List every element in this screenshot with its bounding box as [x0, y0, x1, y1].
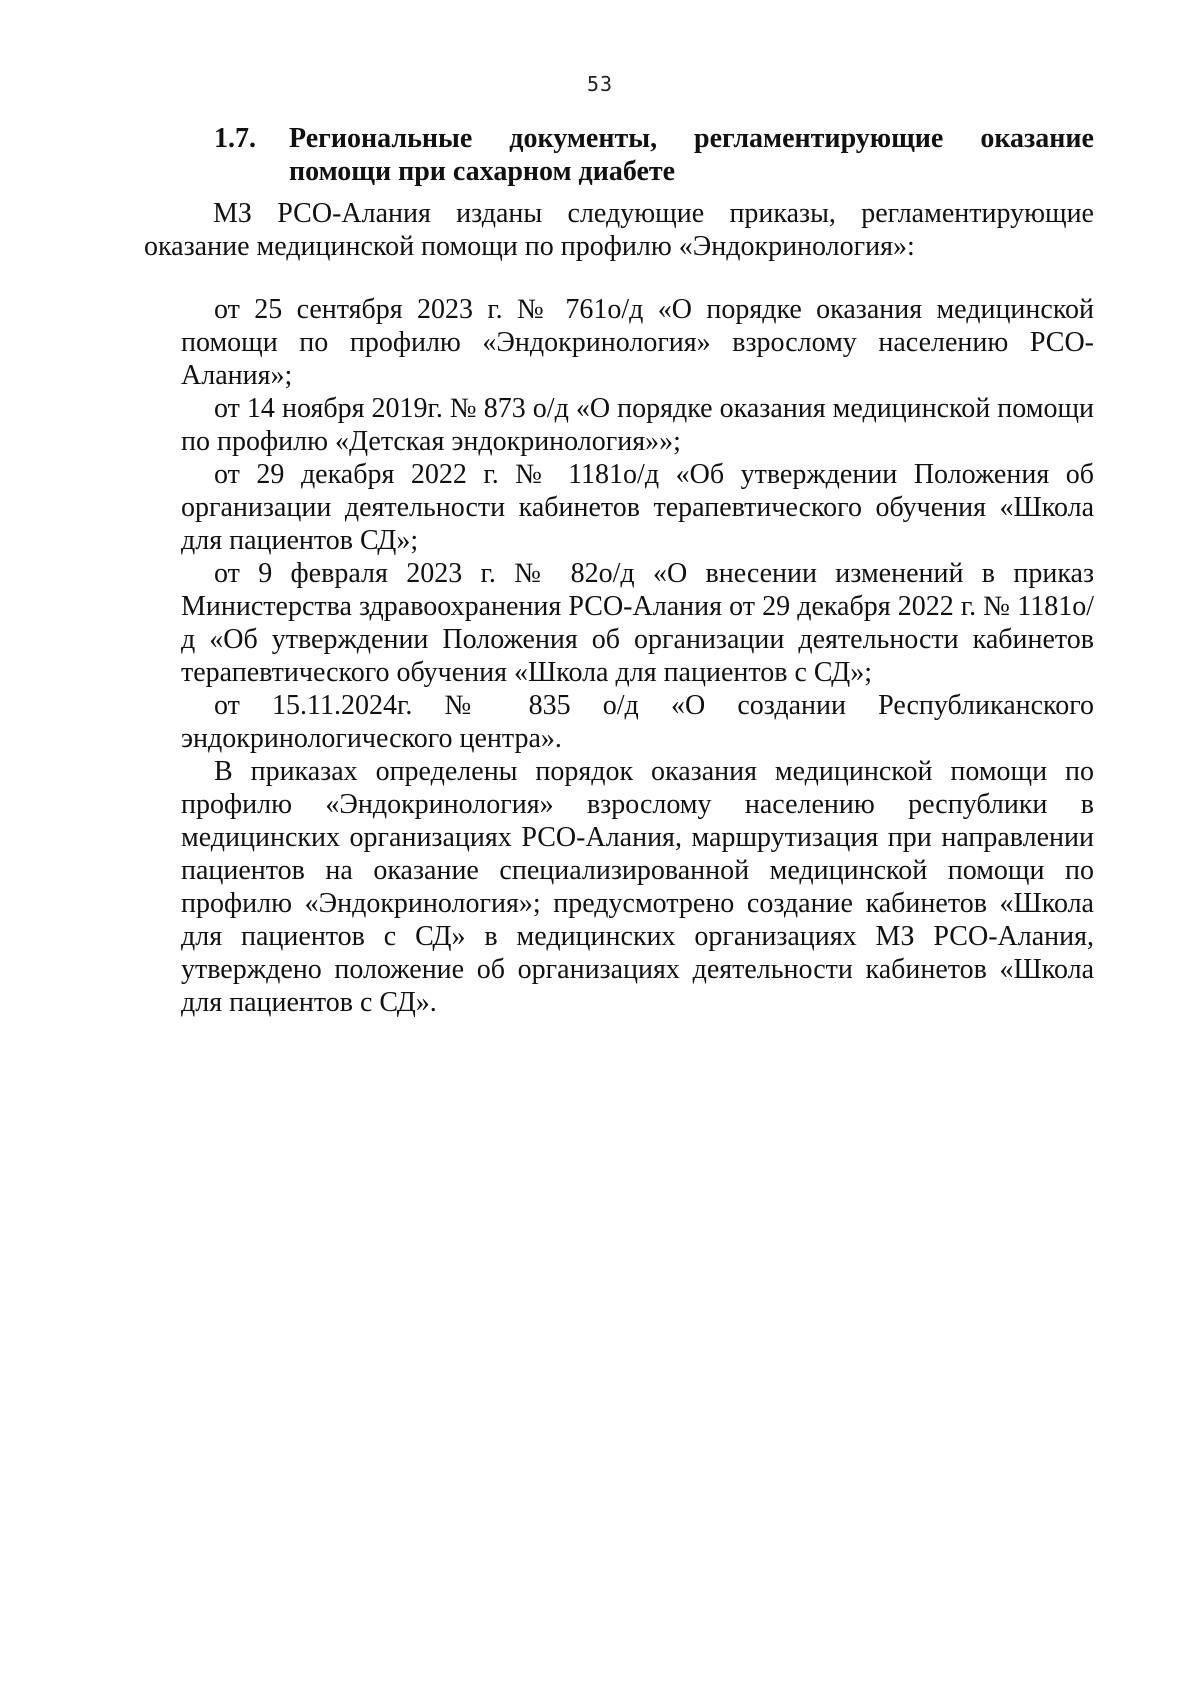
section-heading — [214, 122, 1094, 188]
order-item-3: от 29 декабря 2022 г. № 1181о/д «Об утверждении Положения об организации деятельности кабинетов терапевтического обучения «Школа для пациентов СД»; — [181, 459, 1094, 556]
intro-paragraph: МЗ РСО-Алания изданы следующие приказы, регламентирующие оказание медицинской помощи по профилю «Эндокринология»: — [144, 198, 1094, 262]
section-title: Региональные документы, регламентирующие оказание помощи при сахарном диабете — [289, 123, 1094, 187]
order-item-1: от 25 сентября 2023 г. № 761о/д «О порядке оказания медицинской помощи по профилю «Эндокринология» взрослому населению РСО-Алания»; — [181, 294, 1094, 391]
order-item-4: от 9 февраля 2023 г. № 82о/д «О внесении изменений в приказ Министерства здравоохранения РСО-Алания от 29 декабря 2022 г. № 1181о/д «Об утверждении Положения об организации деятельности кабинетов терапевтического обучения «Школа для пациентов с СД»; — [181, 558, 1094, 688]
summary-paragraph: В приказах определены порядок оказания медицинской помощи по профилю «Эндокринология» взрослому населению республики в медицинских организациях РСО-Алания, маршрутизация при направлении пациентов на оказание специализированной медицинской помощи по профилю «Эндокринология»; предусмотрено создание кабинетов «Школа для пациентов с СД» в медицинских организациях МЗ РСО-Алания, утверждено положение об организациях деятельности кабинетов «Школа для пациентов с СД». — [181, 756, 1094, 1018]
order-item-2: от 14 ноября 2019г. № 873 о/д «О порядке оказания медицинской помощи по профилю «Детская эндокринология»»; — [181, 393, 1094, 457]
section-number: 1.7. — [214, 123, 256, 154]
order-item-5: от 15.11.2024г. № 835 о/д «О создании Республиканского эндокринологического центра». — [181, 690, 1094, 754]
orders-list — [181, 293, 1094, 1019]
page-number: 53 — [586, 72, 614, 96]
